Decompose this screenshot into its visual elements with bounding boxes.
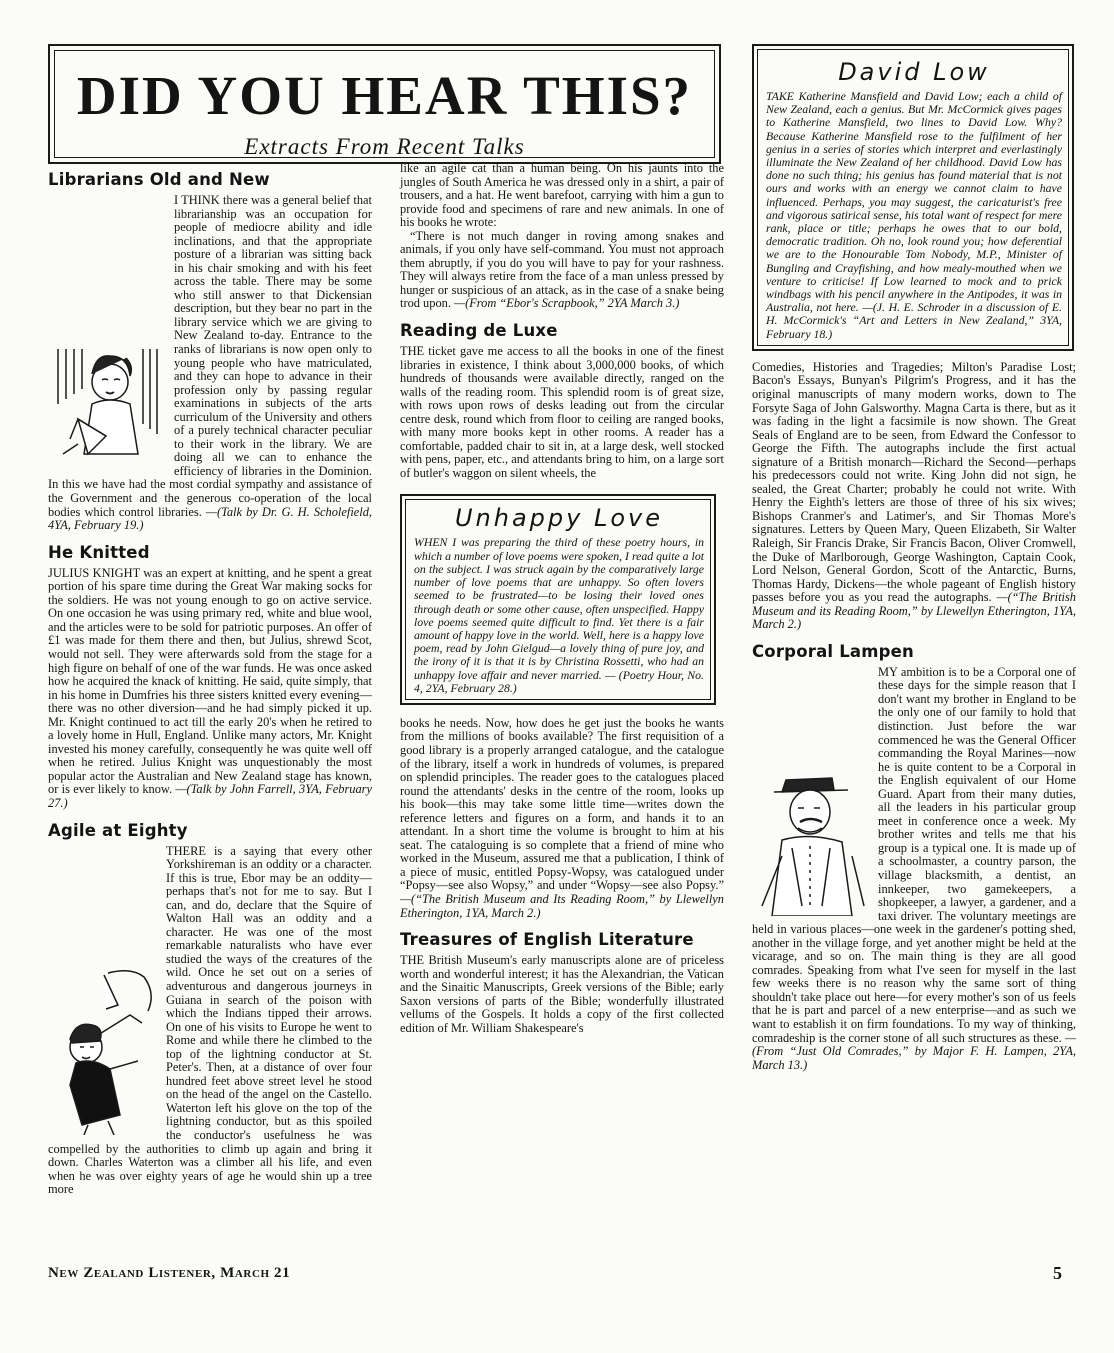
article-unhappy: WHEN I was preparing the third of these poetry hours, in which a number of love poems were spoken, I read quite a lot on the subject. I was struck again by the comparatively large number of love poems that are unhappy. So often lovers seemed to be frustrated—to be losing their loved ones through death or some other cause, often unspecified. Happy love poems seemed quite difficult to find. Yet there is a fair amount of happy love in the world. Well, here is a happy love poem, read by John Gielgud—a lovely thing of pure joy, and the irony of it is that it is by Christina Rossetti, who had an unhappy love affair and never married. — (Poetry Hour, No. 4, 2YA, February 28.) (414, 535, 704, 695)
article-low: TAKE Katherine Mansfield and David Low; each a child of New Zealand, each a genius. But Mr. McCormick gives pages to Katherine Mansfield, two lines to David Low. Why? Because Katherine Mansfield rose to the fulfilment of her genius in a series of stories which interpret and everlastingly illuminate the New Zealand of her childhood. David Low has done no such thing; his genius has found material that is not ours and works with an energy we cannot claim to have influenced. Perhaps, you may suggest, the caricaturist's free and vigorous satirical sense, his total want of respect for mere rank, place or title; perhaps he owes that to our bold, democratic tradition. Oh no, look round you; how deferential we are to the Honourable Tom Nobody, M.P., Minister of Bungling and Crayfishing, and how mealy-mouthed when we venture to criticise! If Low learned to mock and to prick windbags with his pencil anywhere in the Antipodes, it was in Australia, not here. —(J. H. E. Schroder in a discussion of E. H. McCormick's “Art and Letters in New Zealand,” 3YA, February 18.) (766, 89, 1062, 341)
waterton-illustration (48, 965, 160, 1135)
credit-knitted: —(Talk by John Farrell, 3YA, February 27.) (48, 782, 373, 810)
heading-unhappy: Unhappy Love (454, 504, 664, 533)
article-treasures: THE British Museum's early manuscripts alone are of priceless worth and wonderful interest; it has the Alexandrian, the Vatican and the Sinaitic Manuscripts, Greek versions of the Bible; early Saxon versions of parts of the Bible; wonderfully illustrated vellums of the Gospels. It holds a copy of the first collected edition of Mr. William Shakespeare's (400, 953, 724, 1035)
heading-treasures: Treasures of English Literature (400, 930, 694, 950)
credit-low: —(J. H. E. Schroder in a discussion of E. H. McCormick's “Art and Letters in New Zealand,” 3YA, February 18.) (766, 300, 1062, 341)
david-low-box (752, 44, 1074, 351)
masthead-box (48, 44, 721, 164)
article-reading-continued: books he needs. Now, how does he get just the books he wants from the millions of books available? The first requisition of a good library is a properly arranged catalogue, and the catalogue of the library, itself a work in hundreds of volumes, is prepared on splendid principles. The reader goes to the catalogues placed round the attendants' desks in the centre of the room, looks up his book—this may take some little time—writes down the reference letters and figures on a form, and hands it to an attendant. In a short time the volume is brought to him at his seat. The cataloguing is so complete that a friend of mine who worked in the Museum, assured me that a publication, I think of a piece of music, entitled Popsy-Wopsy, was catalogued under “Popsy—see also Wopsy,” and under “Wopsy—see also Popsy.” —(“The British Museum and Its Reading Room,” by Llewellyn Etherington, 1YA, March 2.) (400, 715, 724, 920)
column-2 (400, 162, 724, 1035)
heading-lampen: Corporal Lampen (752, 641, 914, 661)
heading-reading: Reading de Luxe (400, 321, 558, 341)
page-number: 5 (1053, 1263, 1062, 1283)
publication-footer: New Zealand Listener, March 21 (48, 1265, 291, 1281)
credit-treasures: —(“The British Museum and its Reading Room,” by Llewellyn Etherington, 1YA, March 2.) (752, 590, 1076, 632)
article-agile-continued: like an agile cat than a human being. On his jaunts into the jungles of South America he was dressed only in a shirt, a pair of trousers, and a hat. He went barefoot, carrying with him a gun to provide food and specimens of rare and new animals. In one of his books he wrote: (400, 161, 724, 230)
soldier-illustration (752, 756, 872, 916)
credit-agile: —(From “Ebor's Scrapbook,” 2YA March 3.) (454, 296, 680, 311)
credit-unhappy: — (Poetry Hour, No. 4, 2YA, February 28.) (414, 667, 704, 695)
article-agile-quote: “There is not much danger in roving among snakes and animals, if you only have self-command. You must not approach them abruptly, if you do you will have to pay for your rashness. They will always retire from the face of a man unless pressed by hunger or suspicious of an attack, as in the case of a snake being trod upon. —(From “Ebor's Scrapbook,” 2YA March 3.) (400, 228, 724, 311)
page-title: DID YOU HEAR THIS? (76, 65, 693, 126)
article-agile: THERE is a saying that every other Yorkshireman is an oddity or a character. If this is true, Ebor may be an oddity—perhaps that's not for me to say. But I can, and do, declare that the Squire of Walton Hall was an oddity and a character. He was one of the most remarkable naturalists who have ever studied the ways of the creatures of the wild. Once he set out on a series of adventurous and dangerous journeys in Guiana in search of the poison with which the Indians tipped their arrows. On one of his visits to Europe he went to Rome and while there he climbed to the top of the lightning conductor at St. Peter's. Then, at a distance of over four hundred feet above street level he stood on the head of the angel on the Castello. Waterton left his glove on the top of the lightning conductor, but as this spoiled the conductor's usefulness he was compelled by the authorities to climb up again and bring it down. Charles Waterton was a climber all his life, and even when he was over eighty years of age he would shin up a tree more (48, 843, 372, 1197)
credit-lampen: —(From “Just Old Comrades,” by Major F. H. Lampen, 2YA, March 13.) (752, 1030, 1076, 1072)
heading-librarians: Librarians Old and New (48, 170, 270, 189)
article-lampen: MY ambition is to be a Corporal one of these days for the simple reason that I don't want my brother in England to be the only one of our family to hold that distinction. Just before the war commenced he was the General Officer commanding the Royal Marines—now he is quite content to be a Corporal in the English equivalent of our Home Guard. Apart from their many duties, all the leaders in his particular group meet in conference once a week. My brother writes and tells me that his group is a typical one. It is made up of a schoolmaster, a country parson, the village blacksmith, a dentist, an innkeeper, two gamekeepers, a shopkeeper, a lawyer, a gardener, and a taxi driver. The voluntary meetings are held in various places—one week in the gardener's potting shed, another in the village forge, and yet another might be held at the vicarage, and so on. The main thing is they are all good comrades. Speaking from what I've seen for myself in the last few weeks there is no reason why the same sort of thing shouldn't take place out here—for every mother's son of us feels that he is part and parcel of a new enterprise—and as such we want to establish it on firm foundations. To my way of thinking, comradeship is the corner stone of all such structures as these. —(From “Just Old Comrades,” by Major F. H. Lampen, 2YA, March 13.) (752, 664, 1076, 1072)
credit-reading: —(“The British Museum and Its Reading Room,” by Llewellyn Etherington, 1YA, March 2.) (400, 892, 724, 920)
article-treasures-continued: Comedies, Histories and Tragedies; Milton's Paradise Lost; Bacon's Essays, Bunyan's Pilgrim's Progress, and it has the original manuscripts of many modern works, down to The Forsyte Saga of John Galsworthy. Magna Carta is there, but as it was fading in the light a facsimile is now shown. The Great Seals of England are to be seen, from Edward the Confessor to George the Fifth. The autographs include the first actual signature of a British monarch—Richard the Second—perhaps his predecessors could not write. King John did not sign, he sealed, the Great Charter; probably he could not write. With Henry the Eighth's letters are those of three of his six wives; Bishops Cranmer's and Latimer's, and Sir Thomas More's signatures. Letters by Queen Mary, Queen Elizabeth, Sir Walter Raleigh, Sir Francis Drake, Sir Francis Bacon, Oliver Cromwell, the Duke of Marlborough, George Washington, Captain Cook, Lord Nelson, General Gordon, Scott of the Antarctic, Burns, Thomas Hardy, Dickens—the whole pageant of English history passes before you as you read the autographs. —(“The British Museum and its Reading Room,” by Llewellyn Etherington, 1YA, March 2.) (752, 359, 1076, 632)
article-librarians: I THINK there was a general belief that librarianship was an occupation for people of mediocre ability and idle inclinations, and that the appropriate posture of a librarian was sitting back in his chair smoking and with his feet across the table. There may be some who still answer to that Dickensian description, but they bear no part in the library service which we are giving to New Zealand to-day. Entrance to the ranks of librarians is now open only to young people who have matriculated, and they can hope to advance in their profession only by passing regular examinations in subjects of the arts curriculum of the University and others of a purely technical character peculiar to their work in the library. We are doing all we can to enhance the efficiency of libraries in the Dominion. In this we have had the most cordial sympathy and assistance of the Government and the generous co-operation of the local bodies which control libraries. —(Talk by Dr. G. H. Scholefield, 4YA, February 19.) (48, 193, 372, 533)
column-3 (752, 44, 1076, 1072)
article-knitted: JULIUS KNIGHT was an expert at knitting, and he spent a great portion of his spare time during the Great War making socks for the soldiers. He was not young enough to go on active service. On one occasion he was using primary red, white and blue wool, and the articles were to be sold for patriotic purposes. An offer of £1 was made for them there and then, but Julius, shrewd Scot, would not sell. They were afterwards sold from the stage for a high figure on behalf of one of the war funds. He was once asked how he acquired the knack of knitting. He said, quite simply, that in his home in Dumfries his three sisters knitted every evening—there was no other diversion—and he had simply picked it up. Mr. Knight continued to act till the early 20's when he retired to a lovely home in Hull, England. Unlike many actors, Mr. Knight invested his money carefully, consequently he was quite well off when he retired. Julius Knight was unquestionably the most popular actor the Australian and New Zealand stage has known, or is ever likely to know. —(Talk by John Farrell, 3YA, February 27.) (48, 565, 373, 810)
librarian-illustration (48, 344, 168, 464)
article-reading: THE ticket gave me access to all the books in one of the finest libraries in existence, I think about 3,000,000 books, of which hundreds of thousands were available directly, ranged on the walls of the reading room. This splendid room is of great size, with rows upon rows of desks leading out from the circular centre desk, round which from floor to ceiling are ranged books, with many more books kept in other rooms. A reader has a comfortable, padded chair to sit in, at a large desk, well stocked with pens, paper, etc., and attendants bring to him, on a large sort of butler's waggon on silent wheels, the (400, 344, 724, 480)
heading-low: David Low (838, 58, 990, 86)
unhappy-love-box (400, 494, 716, 704)
page-subtitle: Extracts From Recent Talks (244, 134, 525, 159)
heading-knitted: He Knitted (48, 542, 150, 562)
credit-librarians: —(Talk by Dr. G. H. Scholefield, 4YA, February 19.) (48, 504, 372, 533)
column-1 (48, 170, 372, 1197)
heading-agile: Agile at Eighty (48, 820, 188, 840)
